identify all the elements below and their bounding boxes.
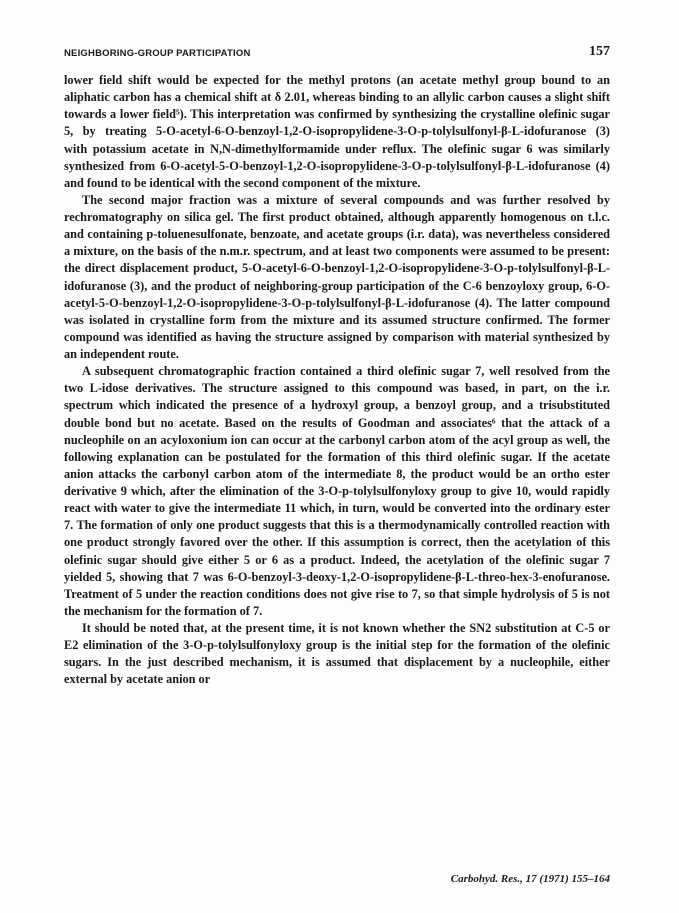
running-head: NEIGHBORING-GROUP PARTICIPATION bbox=[64, 48, 251, 59]
journal-citation: Carbohyd. Res., 17 (1971) 155–164 bbox=[450, 873, 610, 885]
page-number: 157 bbox=[589, 44, 610, 59]
paragraph-1: lower field shift would be expected for the methyl protons (an acetate methyl group bound to an aliphatic carbon has a chemical shift at δ 2.01, whereas binding to an allylic carbon causes a slight shift towards a lower field⁵). This interpretation was confirmed by synthesizing the crystalline olefinic sugar 5, by treating 5-O-acetyl-6-O-benzoyl-1,2-O-isopropylidene-3-O-p-tolylsulfonyl-β-L-idofuranose (3) with potassium acetate in N,N-dimethylformamide under reflux. The olefinic sugar 6 was similarly synthesized from 6-O-acetyl-5-O-benzoyl-1,2-O-isopropylidene-3-O-p-tolylsulfonyl-β-L-idofuranose (4) and found to be identical with the second component of the mixture. bbox=[64, 73, 610, 190]
paragraph-4: It should be noted that, at the present time, it is not known whether the SN2 substitution at C-5 or E2 elimination of the 3-O-p-tolylsulfonyloxy group is the initial step for the formation of the olefinic sugars. In the just described mechanism, it is assumed that displacement by a nucleophile, either external by acetate anion or bbox=[64, 621, 610, 687]
page-header bbox=[64, 44, 610, 64]
paragraph-3: A subsequent chromatographic fraction contained a third olefinic sugar 7, well resolved from the two L-idose derivatives. The structure assigned to this compound was based, in part, on the i.r. spectrum which indicated the presence of a hydroxyl group, a benzoyl group, and a trisubstituted double bond but no acetate. Based on the results of Goodman and associates⁶ that the attack of a nucleophile on an acyloxonium ion can occur at the carbonyl carbon atom of the acyl group as well, the following explanation can be postulated for the formation of this third olefinic sugar. If the acetate anion attacks the carbonyl carbon atom of the intermediate 8, the product would be an ortho ester derivative 9 which, after the elimination of the 3-O-p-tolylsulfonyloxy group to give 10, would rapidly react with water to give the intermediate 11 which, in turn, would be converted into the ordinary ester 7. The formation of only one product suggests that this is a thermodynamically controlled reaction with one product strongly favored over the other. If this assumption is correct, then the acetylation of this olefinic sugar should give either 5 or 6 as a product. Indeed, the acetylation of the olefinic sugar 7 yielded 5, showing that 7 was 6-O-benzoyl-3-deoxy-1,2-O-isopropylidene-β-L-threo-hex-3-enofuranose. Treatment of 5 under the reaction conditions does not give rise to 7, so that simple hydrolysis of 5 is not the mechanism for the formation of 7. bbox=[64, 364, 610, 618]
body-text bbox=[64, 72, 610, 689]
paragraph-2: The second major fraction was a mixture of several compounds and was further resolved by rechromatography on silica gel. The first product obtained, although apparently homogenous on t.l.c. and containing p-toluenesulfonate, benzoate, and acetate groups (i.r. data), was nevertheless considered a mixture, on the basis of the n.m.r. spectrum, and at least two components were assumed to be present: the direct displacement product, 5-O-acetyl-6-O-benzoyl-1,2-O-isopropylidene-3-O-p-tolylsulfonyl-β-L-idofuranose (3), and the product of neighboring-group participation of the C-6 benzoyloxy group, 6-O-acetyl-5-O-benzoyl-1,2-O-isopropylidene-3-O-p-tolylsulfonyl-β-L-idofuranose (4). The latter compound was isolated in crystalline form from the mixture and its assumed structure confirmed. The former compound was identified as having the structure assigned by comparison with material synthesized by an independent route. bbox=[64, 192, 610, 361]
